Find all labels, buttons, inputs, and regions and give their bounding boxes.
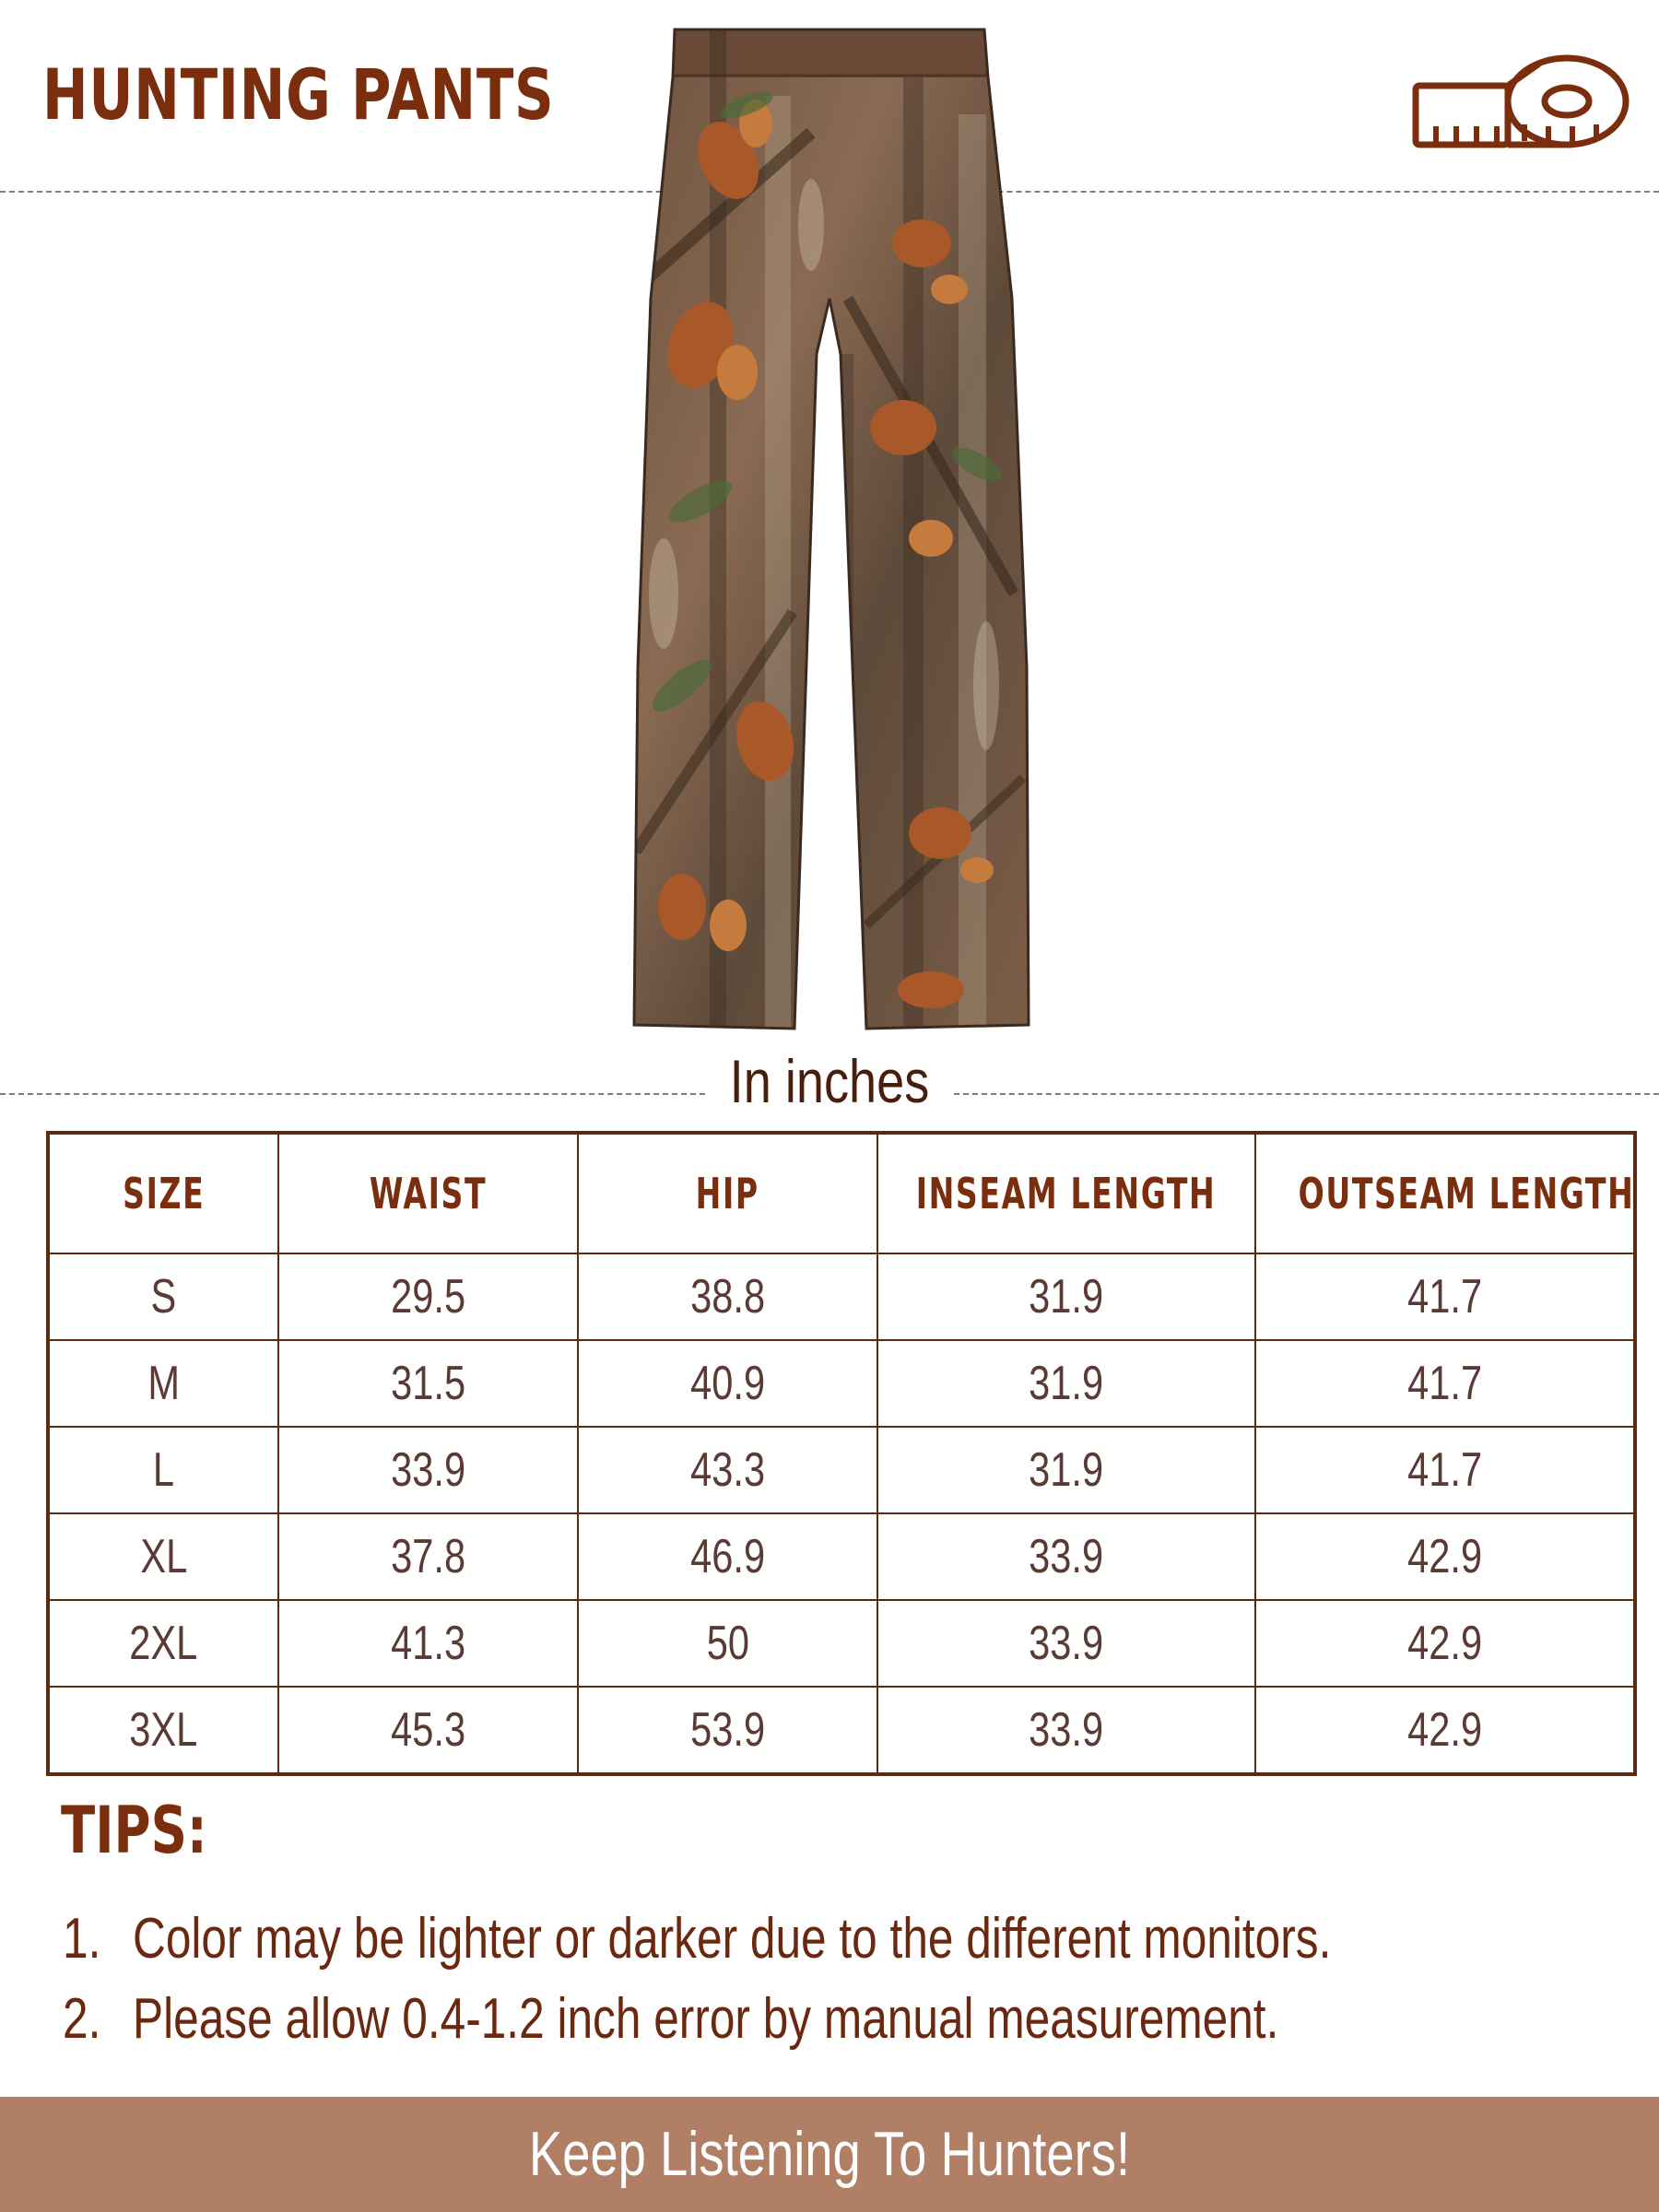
table-cell: 41.7 [1255, 1427, 1635, 1513]
table-cell: 2XL [48, 1600, 278, 1687]
page-title: HUNTING PANTS [42, 53, 555, 135]
table-cell: 46.9 [578, 1513, 877, 1600]
table-cell: 37.8 [278, 1513, 578, 1600]
tip-text: Color may be lighter or darker due to the different monitors. [133, 1907, 1332, 1971]
unit-divider-left [0, 1093, 705, 1095]
table-cell: 41.7 [1255, 1340, 1635, 1427]
camouflage-pants-image [627, 22, 1032, 1036]
table-cell: 33.9 [877, 1600, 1255, 1687]
table-cell: 33.9 [877, 1513, 1255, 1600]
tip-item [63, 1986, 1278, 2052]
table-row [48, 1427, 1635, 1513]
table-cell: 42.9 [1255, 1513, 1635, 1600]
table-row [48, 1687, 1635, 1774]
table-row [48, 1253, 1635, 1340]
table-row [48, 1340, 1635, 1427]
unit-label: In inches [729, 1047, 930, 1115]
table-cell: 42.9 [1255, 1600, 1635, 1687]
table-cell: 40.9 [578, 1340, 877, 1427]
measuring-tape-icon [1410, 51, 1631, 157]
table-cell: 50 [578, 1600, 877, 1687]
tip-number: 2. [63, 1987, 101, 2051]
table-cell: S [48, 1253, 278, 1340]
table-cell: 31.9 [877, 1340, 1255, 1427]
table-cell: M [48, 1340, 278, 1427]
table-cell: 33.9 [877, 1687, 1255, 1774]
table-cell: 38.8 [578, 1253, 877, 1340]
table-row [48, 1600, 1635, 1687]
tip-number: 1. [63, 1907, 101, 1971]
table-cell: 53.9 [578, 1687, 877, 1774]
table-cell: 43.3 [578, 1427, 877, 1513]
table-cell: 29.5 [278, 1253, 578, 1340]
table-cell: 42.9 [1255, 1687, 1635, 1774]
table-cell: 41.7 [1255, 1253, 1635, 1340]
table-cell: XL [48, 1513, 278, 1600]
unit-divider-right [954, 1093, 1659, 1095]
tips-heading: TIPS: [61, 1793, 207, 1868]
tip-text: Please allow 0.4-1.2 inch error by manual measurement. [133, 1987, 1279, 2051]
column-header-size: SIZE [48, 1133, 278, 1253]
tip-item [63, 1906, 1331, 1971]
table-cell: 33.9 [278, 1427, 578, 1513]
footer-slogan: Keep Listening To Hunters! [528, 2119, 1131, 2189]
table-header-row [48, 1133, 1635, 1253]
column-header-waist: WAIST [278, 1133, 578, 1253]
table-cell: 41.3 [278, 1600, 578, 1687]
table-row [48, 1513, 1635, 1600]
table-cell: 31.5 [278, 1340, 578, 1427]
column-header-hip: HIP [578, 1133, 877, 1253]
table-cell: 45.3 [278, 1687, 578, 1774]
table-cell: 31.9 [877, 1427, 1255, 1513]
column-header-inseam-length: INSEAM LENGTH [877, 1133, 1255, 1253]
table-cell: L [48, 1427, 278, 1513]
size-table [46, 1131, 1637, 1776]
table-cell: 3XL [48, 1687, 278, 1774]
table-cell: 31.9 [877, 1253, 1255, 1340]
column-header-outseam-length: OUTSEAM LENGTH [1255, 1133, 1635, 1253]
